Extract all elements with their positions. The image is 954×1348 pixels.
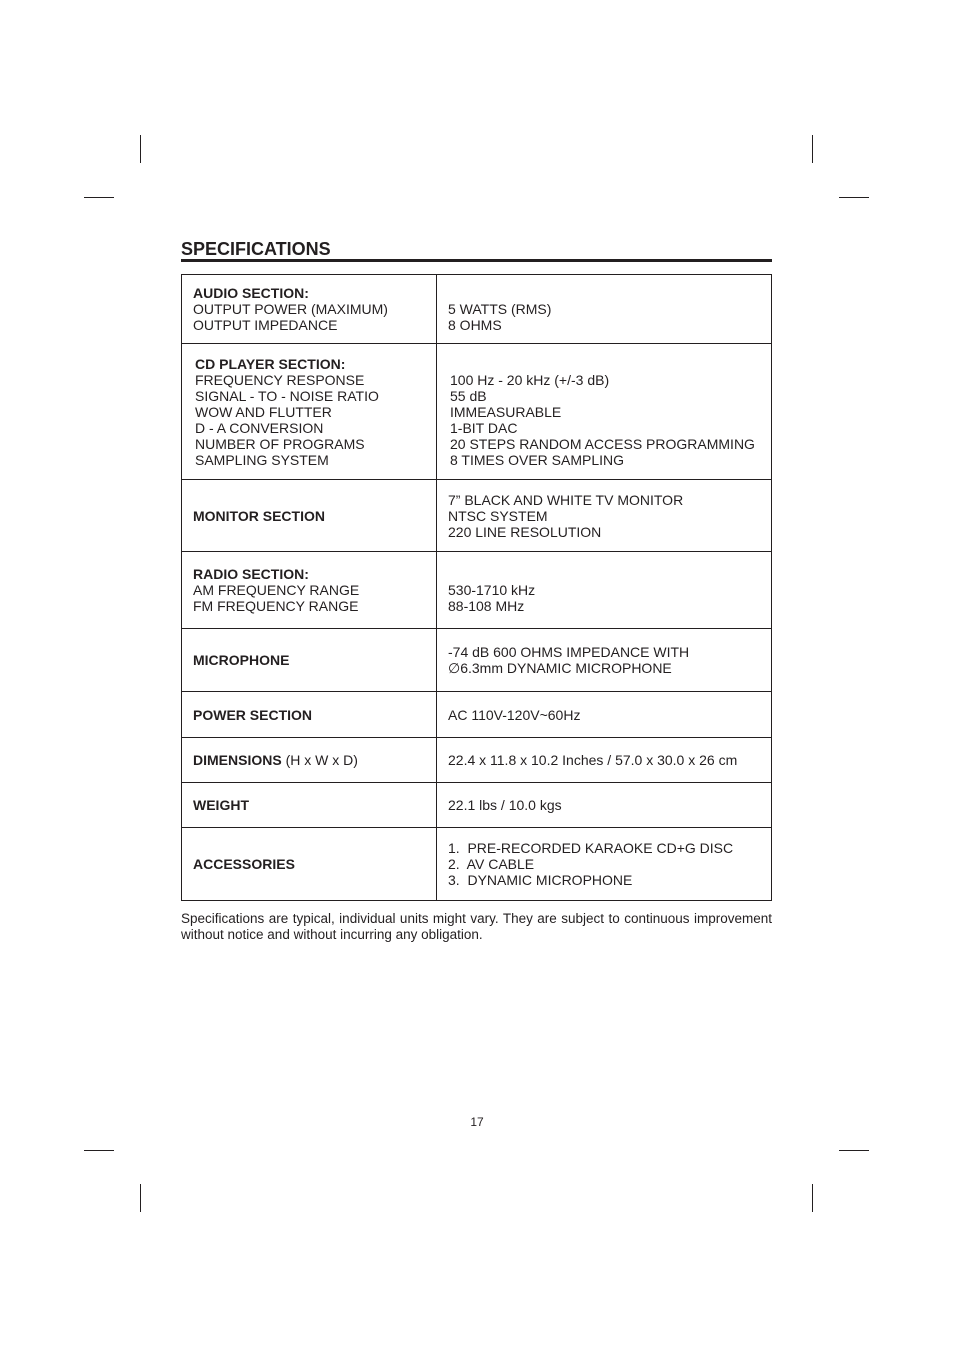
- cd-value-cell: [437, 344, 772, 480]
- power-label-cell: [182, 692, 437, 738]
- crop-mark-top-right-horizontal: [839, 197, 869, 198]
- cd-heading: CD PLAYER SECTION:: [195, 355, 346, 372]
- microphone-heading: MICROPHONE: [193, 652, 290, 668]
- audio-label: OUTPUT IMPEDANCE: [193, 317, 338, 333]
- dimensions-heading: DIMENSIONS: [193, 752, 282, 768]
- cd-label: FREQUENCY RESPONSE: [195, 371, 365, 388]
- table-row-monitor: [182, 480, 772, 552]
- table-row-dimensions: [182, 738, 772, 783]
- weight-label-cell: [182, 783, 437, 828]
- crop-mark-top-left-vertical: [140, 135, 141, 163]
- radio-value: 88-108 MHz: [448, 598, 525, 614]
- radio-label: FM FREQUENCY RANGE: [193, 598, 359, 614]
- accessories-heading: ACCESSORIES: [193, 856, 295, 872]
- cd-value: 8 TIMES OVER SAMPLING: [450, 451, 625, 468]
- cd-label: NUMBER OF PROGRAMS: [195, 435, 365, 452]
- cd-value: 100 Hz - 20 kHz (+/-3 dB): [450, 371, 610, 388]
- table-row-microphone: [182, 629, 772, 692]
- weight-value: 22.1 lbs / 10.0 kgs: [448, 797, 562, 813]
- crop-mark-bottom-right-vertical: [812, 1184, 813, 1212]
- radio-value: 530-1710 kHz: [448, 582, 536, 598]
- cd-label-cell: [182, 344, 437, 480]
- specifications-footnote: Specifications are typical, individual units might vary. They are subject to continuous improvement without notice and without incurring any obligation.: [181, 911, 772, 942]
- page-number: 17: [470, 1115, 484, 1129]
- microphone-value-cell: [437, 629, 772, 692]
- audio-label-cell: [182, 275, 437, 344]
- audio-label: OUTPUT POWER (MAXIMUM): [193, 301, 388, 317]
- cd-value: 55 dB: [450, 387, 487, 404]
- table-row-power: [182, 692, 772, 738]
- table-row-accessories: [182, 828, 772, 901]
- crop-mark-bottom-right-horizontal: [839, 1150, 869, 1151]
- radio-value-cell: [437, 552, 772, 629]
- accessories-item: 2. AV CABLE: [448, 856, 535, 872]
- audio-value: 5 WATTS (RMS): [448, 301, 552, 317]
- cd-label: SAMPLING SYSTEM: [195, 451, 329, 468]
- power-value-cell: [437, 692, 772, 738]
- power-value: AC 110V-120V~60Hz: [448, 706, 581, 723]
- cd-value: 1-BIT DAC: [450, 419, 518, 436]
- accessories-item: 3. DYNAMIC MICROPHONE: [448, 872, 633, 888]
- monitor-value-cell: [437, 480, 772, 552]
- cd-label: SIGNAL - TO - NOISE RATIO: [195, 387, 379, 404]
- radio-heading: RADIO SECTION:: [193, 566, 309, 582]
- microphone-label-cell: [182, 629, 437, 692]
- monitor-label-cell: [182, 480, 437, 552]
- monitor-heading: MONITOR SECTION: [193, 507, 325, 524]
- crop-mark-top-right-vertical: [812, 135, 813, 163]
- audio-value: 8 OHMS: [448, 317, 502, 333]
- dimensions-value-cell: [437, 738, 772, 783]
- weight-heading: WEIGHT: [193, 797, 249, 813]
- crop-mark-top-left-horizontal: [84, 197, 114, 198]
- cd-label: D - A CONVERSION: [195, 419, 324, 436]
- crop-mark-bottom-left-vertical: [140, 1184, 141, 1212]
- crop-mark-bottom-left-horizontal: [84, 1150, 114, 1151]
- monitor-value: 220 LINE RESOLUTION: [448, 523, 602, 540]
- monitor-value: NTSC SYSTEM: [448, 507, 548, 524]
- microphone-value: ∅6.3mm DYNAMIC MICROPHONE: [448, 660, 672, 676]
- dimensions-value: 22.4 x 11.8 x 10.2 Inches / 57.0 x 30.0 x 26 cm: [448, 752, 738, 768]
- specifications-table: [181, 274, 772, 901]
- dimensions-label-cell: [182, 738, 437, 783]
- radio-label-cell: [182, 552, 437, 629]
- dimensions-unit-note: (H x W x D): [281, 752, 358, 768]
- accessories-value-cell: [437, 828, 772, 901]
- table-row-audio: [182, 275, 772, 344]
- cd-value: IMMEASURABLE: [450, 403, 562, 420]
- page-title: SPECIFICATIONS: [181, 239, 331, 259]
- weight-value-cell: [437, 783, 772, 828]
- accessories-item: 1. PRE-RECORDED KARAOKE CD+G DISC: [448, 840, 734, 856]
- audio-value-cell: [437, 275, 772, 344]
- accessories-label-cell: [182, 828, 437, 901]
- table-row-radio: [182, 552, 772, 629]
- microphone-value: -74 dB 600 OHMS IMPEDANCE WITH: [448, 644, 690, 660]
- monitor-value: 7” BLACK AND WHITE TV MONITOR: [448, 491, 684, 508]
- table-row-cd-player: [182, 344, 772, 480]
- table-row-weight: [182, 783, 772, 828]
- title-underline: [181, 259, 772, 262]
- audio-heading: AUDIO SECTION:: [193, 285, 309, 301]
- cd-label: WOW AND FLUTTER: [195, 403, 332, 420]
- radio-label: AM FREQUENCY RANGE: [193, 582, 360, 598]
- cd-value: 20 STEPS RANDOM ACCESS PROGRAMMING: [450, 435, 755, 452]
- power-heading: POWER SECTION: [193, 706, 313, 723]
